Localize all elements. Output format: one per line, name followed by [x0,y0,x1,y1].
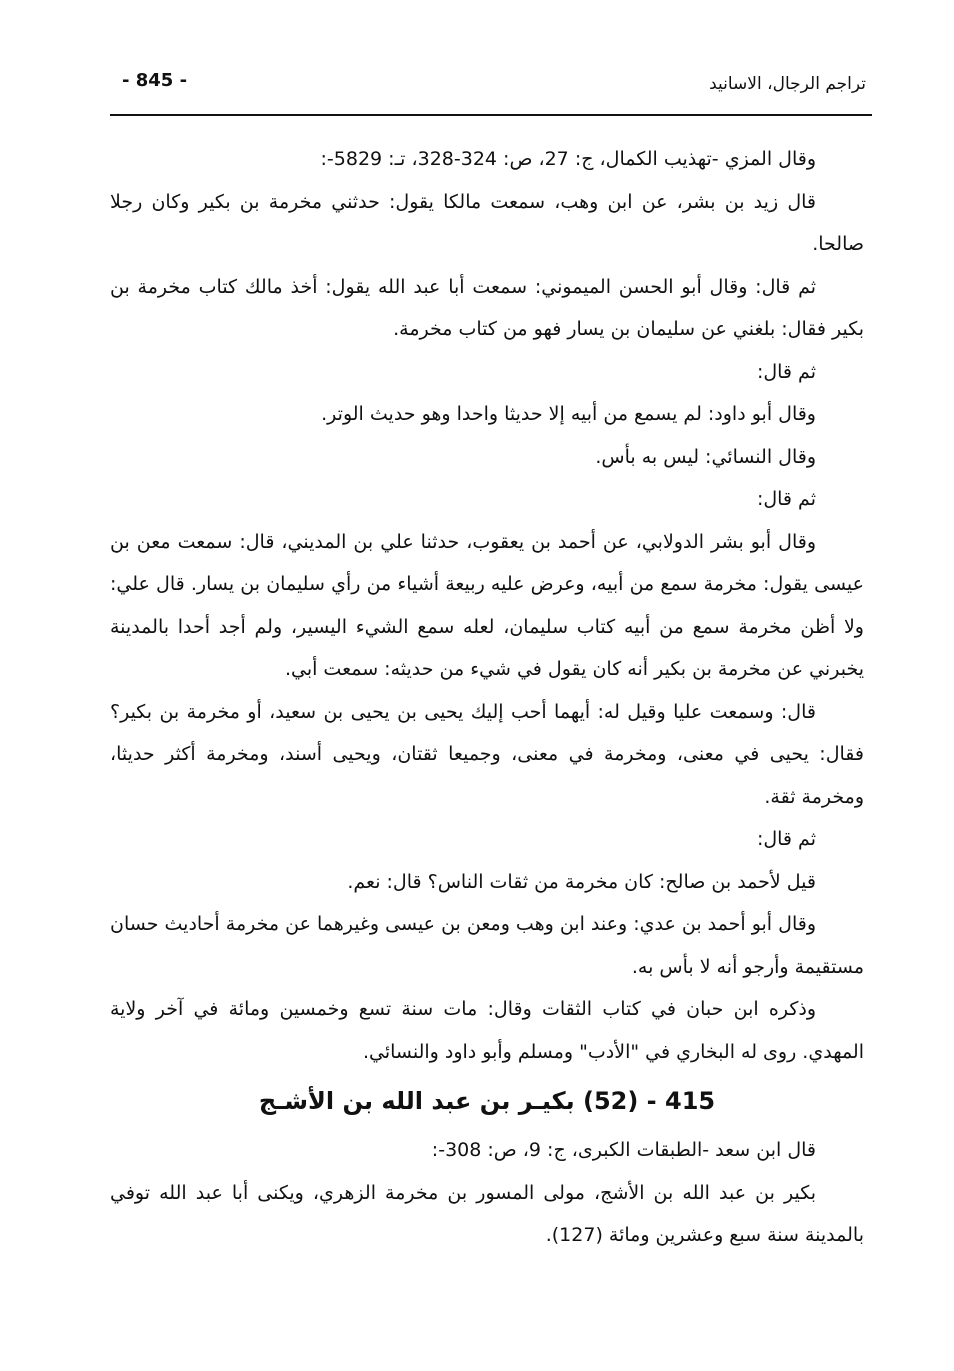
paragraph: ثم قال: [756,360,816,383]
entry-title: 415 - (52) بكيـر بن عبد الله بن الأشـج [258,1087,716,1115]
body-text [110,138,864,1257]
paragraph: ثم قال: وقال أبو الحسن الميموني: سمعت أبا عبد الله يقول: أخذ مالك كتاب مخرمة بن بكير فقال: بلغني عن سليمان بن يسار فهو من كتاب مخرمة. [110,275,864,340]
running-title: تراجم الرجال، الاسانيد [709,74,866,94]
page-header [110,58,872,116]
paragraph: ثم قال: [756,828,816,850]
paragraph: قال ابن سعد -الطبقات الكبرى، ج: 9، ص: 308-: [431,1139,816,1161]
paragraph: قيل لأحمد بن صالح: كان مخرمة من ثقات الناس؟ قال: نعم. [347,870,816,893]
paragraph: قال زيد بن بشر، عن ابن وهب، سمعت مالكا يقول: حدثني مخرمة بن بكير وكان رجلا صالحا. [110,190,864,255]
paragraph: ثم قال: [756,488,816,510]
page-number: - 845 - [122,70,188,91]
paragraph: وقال أبو داود: لم يسمع من أبيه إلا حديثا واحدا وهو حديث الوتر. [321,403,816,425]
paragraph: وقال أبو بشر الدولابي، عن أحمد بن يعقوب، حدثنا علي بن المديني، قال: سمعت معن بن عيسى يقول: مخرمة سمع من أبيه، وعرض عليه ربيعة أشياء من رأي سليمان بن يسار. قال علي: ولا أظن مخرمة سمع من أبيه كتاب سليمان، لعله سمع الشيء اليسير، ولم أجد أحدا بالمدينة يخبرني عن مخرمة بن بكير أنه كان يقول في شيء من حديثه: سمعت أبي. [110,530,864,680]
paragraph: وقال النسائي: ليس به بأس. [595,445,816,468]
paragraph: قال: وسمعت عليا وقيل له: أيهما أحب إليك يحيى بن يحيى بن سعيد، أو مخرمة بن بكير؟ فقال: يحيى في معنى، ومخرمة في معنى، وجميعا ثقتان، ويحيى أسند، ومخرمة أكثر حديثا، ومخرمة ثقة. [110,700,864,808]
paragraph: وقال أبو أحمد بن عدي: وعند ابن وهب ومعن بن عيسى وغيرهما عن مخرمة أحاديث حسان مستقيمة وأرجو أنه لا بأس به. [110,913,864,978]
paragraph: وقال المزي -تهذيب الكمال، ج: 27، ص: 324-328، تـ: 5829-: [320,148,816,170]
paragraph: بكير بن عبد الله بن الأشج، مولى المسور بن مخرمة الزهري، ويكنى أبا عبد الله توفي بالمدينة سنة سبع وعشرين ومائة (127). [110,1181,864,1246]
paragraph: وذكره ابن حبان في كتاب الثقات وقال: مات سنة تسع وخمسين ومائة في آخر ولاية المهدي. روى له البخاري في "الأدب" ومسلم وأبو داود والنسائي. [110,998,864,1063]
